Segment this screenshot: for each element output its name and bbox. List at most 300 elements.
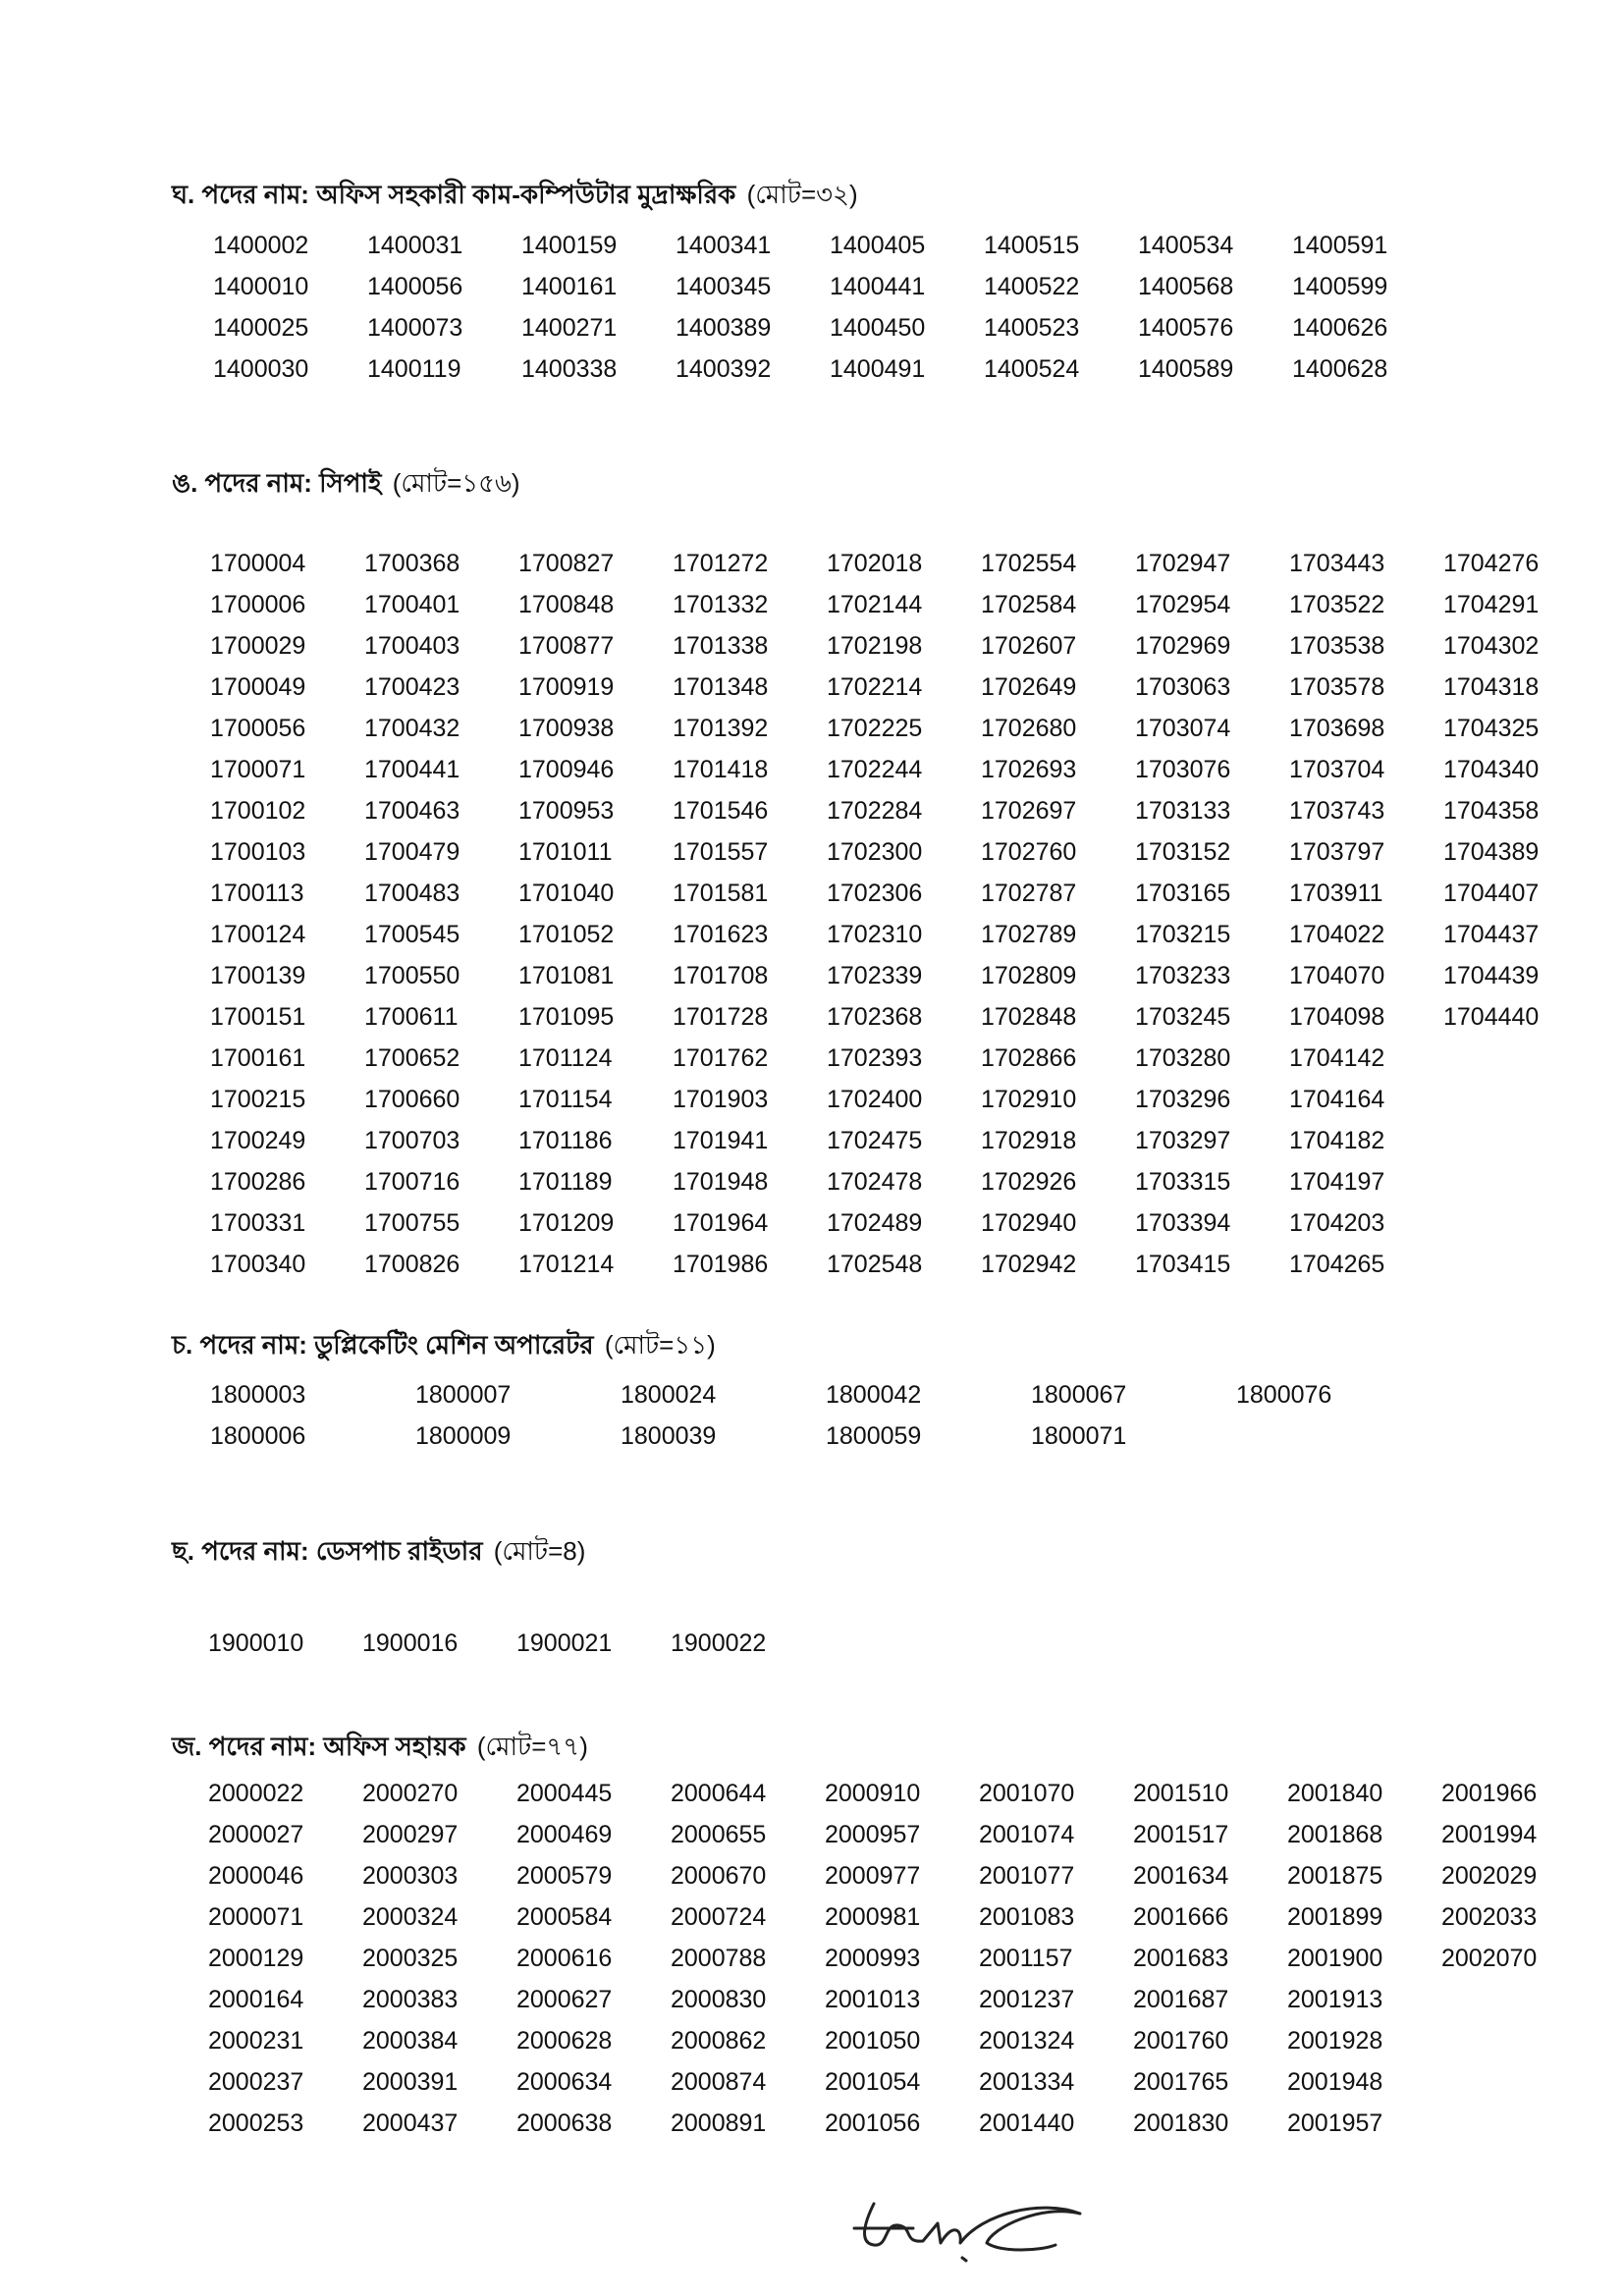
candidate-roll-number: 1702244 (827, 756, 923, 783)
section-heading-office-helper (172, 1730, 588, 1763)
candidate-roll-number: 2000022 (208, 1780, 304, 1807)
candidate-roll-number: 1702584 (981, 591, 1077, 618)
candidate-roll-number: 1703394 (1135, 1209, 1231, 1237)
candidate-roll-number: 1703215 (1135, 921, 1231, 948)
candidate-roll-number: 1400030 (213, 355, 309, 383)
candidate-roll-number: 1700215 (210, 1086, 306, 1113)
candidate-roll-number: 2001765 (1133, 2068, 1229, 2096)
candidate-roll-number: 2000437 (362, 2109, 459, 2137)
candidate-roll-number: 1703296 (1135, 1086, 1231, 1113)
candidate-roll-number: 2001666 (1133, 1903, 1229, 1931)
candidate-roll-number: 1701189 (518, 1168, 613, 1196)
candidate-roll-number: 1702809 (981, 962, 1077, 989)
candidate-roll-number: 1704265 (1289, 1251, 1385, 1278)
candidate-roll-number: 1704070 (1289, 962, 1385, 989)
candidate-roll-number: 1400392 (676, 355, 772, 383)
candidate-roll-number: 1800071 (1031, 1422, 1127, 1450)
candidate-roll-number: 2001440 (979, 2109, 1075, 2137)
candidate-roll-number: 1400599 (1292, 273, 1388, 300)
candidate-roll-number: 2000384 (362, 2027, 459, 2055)
candidate-roll-number: 1704318 (1443, 673, 1540, 701)
candidate-roll-number: 1800059 (826, 1422, 922, 1450)
candidate-roll-number: 1700049 (210, 673, 306, 701)
candidate-roll-number: 1701581 (673, 880, 769, 907)
candidate-roll-number: 1800067 (1031, 1381, 1127, 1409)
candidate-roll-number: 1702554 (981, 550, 1077, 577)
candidate-roll-number: 1400515 (984, 232, 1080, 259)
candidate-roll-number: 2000253 (208, 2109, 304, 2137)
section-heading-duplicating-machine-operator (172, 1328, 716, 1362)
candidate-roll-number: 2000655 (671, 1821, 767, 1848)
candidate-roll-number: 1400338 (521, 355, 618, 383)
id-grid-despatch-rider (208, 1623, 825, 1664)
candidate-roll-number: 2000129 (208, 1945, 304, 1972)
candidate-roll-number: 1701708 (673, 962, 769, 989)
candidate-roll-number: 2002033 (1441, 1903, 1538, 1931)
candidate-roll-number: 1400589 (1138, 355, 1234, 383)
candidate-roll-number: 1702789 (981, 921, 1077, 948)
id-grid-duplicating-machine-operator (210, 1374, 1441, 1457)
id-grid-sepoy (210, 543, 1597, 1285)
section-total: (মোট=১৫৬) (392, 468, 520, 498)
candidate-roll-number: 1702306 (827, 880, 923, 907)
candidate-roll-number: 1702697 (981, 797, 1077, 825)
candidate-roll-number: 1702848 (981, 1003, 1077, 1031)
candidate-roll-number: 1704340 (1443, 756, 1540, 783)
candidate-roll-number: 1400159 (521, 232, 618, 259)
candidate-roll-number: 1700331 (210, 1209, 306, 1237)
candidate-roll-number: 1800024 (621, 1381, 717, 1409)
candidate-roll-number: 2000071 (208, 1903, 304, 1931)
candidate-roll-number: 1702942 (981, 1251, 1077, 1278)
candidate-roll-number: 1702198 (827, 632, 923, 660)
candidate-roll-number: 2001077 (979, 1862, 1075, 1890)
candidate-roll-number: 1400626 (1292, 314, 1388, 342)
candidate-roll-number: 2001070 (979, 1780, 1075, 1807)
candidate-roll-number: 1702225 (827, 715, 923, 742)
candidate-roll-number: 1701964 (673, 1209, 769, 1237)
candidate-roll-number: 2001510 (1133, 1780, 1229, 1807)
candidate-roll-number: 1900016 (362, 1629, 459, 1657)
candidate-roll-number: 2001237 (979, 1986, 1075, 2013)
candidate-roll-number: 1400523 (984, 314, 1080, 342)
section-total: (মোট=8) (493, 1536, 586, 1566)
candidate-roll-number: 2001517 (1133, 1821, 1229, 1848)
candidate-roll-number: 1700716 (364, 1168, 460, 1196)
candidate-roll-number: 1702910 (981, 1086, 1077, 1113)
candidate-roll-number: 1700877 (518, 632, 615, 660)
candidate-roll-number: 1702969 (1135, 632, 1231, 660)
candidate-roll-number: 2000164 (208, 1986, 304, 2013)
candidate-roll-number: 1702607 (981, 632, 1077, 660)
candidate-roll-number: 1700652 (364, 1044, 460, 1072)
section-total: (মোট=৭৭) (476, 1732, 588, 1761)
candidate-roll-number: 2000628 (516, 2027, 613, 2055)
candidate-roll-number: 2000579 (516, 1862, 613, 1890)
candidate-roll-number: 1704439 (1443, 962, 1540, 989)
candidate-roll-number: 1701052 (518, 921, 615, 948)
candidate-roll-number: 1400271 (521, 314, 618, 342)
candidate-roll-number: 1701557 (673, 838, 769, 866)
candidate-roll-number: 1700006 (210, 591, 306, 618)
candidate-roll-number: 2000981 (825, 1903, 921, 1931)
candidate-roll-number: 2001054 (825, 2068, 921, 2096)
candidate-roll-number: 1702310 (827, 921, 923, 948)
candidate-roll-number: 2000324 (362, 1903, 459, 1931)
candidate-roll-number: 1700340 (210, 1251, 306, 1278)
candidate-roll-number: 1400161 (521, 273, 618, 300)
candidate-roll-number: 1400119 (367, 355, 461, 383)
candidate-roll-number: 1701124 (518, 1044, 613, 1072)
candidate-roll-number: 1702478 (827, 1168, 923, 1196)
candidate-roll-number: 2001900 (1287, 1945, 1383, 1972)
candidate-roll-number: 1702680 (981, 715, 1077, 742)
candidate-roll-number: 1704407 (1443, 880, 1540, 907)
candidate-roll-number: 2000724 (671, 1903, 767, 1931)
candidate-roll-number: 1703063 (1135, 673, 1231, 701)
candidate-roll-number: 1703315 (1135, 1168, 1231, 1196)
candidate-roll-number: 1703152 (1135, 838, 1231, 866)
candidate-roll-number: 2001868 (1287, 1821, 1383, 1848)
id-grid-office-helper (208, 1773, 1596, 2144)
candidate-roll-number: 1400576 (1138, 314, 1234, 342)
candidate-roll-number: 1700703 (364, 1127, 460, 1154)
candidate-roll-number: 1700102 (210, 797, 306, 825)
candidate-roll-number: 2001074 (979, 1821, 1075, 1848)
candidate-roll-number: 1701392 (673, 715, 769, 742)
candidate-roll-number: 1400491 (830, 355, 926, 383)
candidate-roll-number: 1703911 (1289, 880, 1383, 907)
candidate-roll-number: 1800007 (415, 1381, 512, 1409)
candidate-roll-number: 2000957 (825, 1821, 921, 1848)
candidate-roll-number: 1700826 (364, 1251, 460, 1278)
candidate-roll-number: 1703297 (1135, 1127, 1231, 1154)
candidate-roll-number: 1900010 (208, 1629, 304, 1657)
candidate-roll-number: 1701986 (673, 1251, 769, 1278)
candidate-roll-number: 2001913 (1287, 1986, 1383, 2013)
candidate-roll-number: 1701040 (518, 880, 615, 907)
candidate-roll-number: 2002029 (1441, 1862, 1538, 1890)
candidate-roll-number: 2001760 (1133, 2027, 1229, 2055)
candidate-roll-number: 2001056 (825, 2109, 921, 2137)
candidate-roll-number: 1700827 (518, 550, 615, 577)
candidate-roll-number: 2001683 (1133, 1945, 1229, 1972)
candidate-roll-number: 1701623 (673, 921, 769, 948)
candidate-roll-number: 1400450 (830, 314, 926, 342)
signature-image (844, 2184, 1100, 2263)
candidate-roll-number: 1400345 (676, 273, 772, 300)
candidate-roll-number: 1400389 (676, 314, 772, 342)
candidate-roll-number: 2000231 (208, 2027, 304, 2055)
candidate-roll-number: 2000993 (825, 1945, 921, 1972)
candidate-roll-number: 1700401 (364, 591, 460, 618)
candidate-roll-number: 1700113 (210, 880, 304, 907)
section-title: ঙ. পদের নাম: সিপাই (172, 468, 382, 498)
candidate-roll-number: 2001687 (1133, 1986, 1229, 2013)
candidate-roll-number: 1700161 (210, 1044, 306, 1072)
candidate-roll-number: 2000670 (671, 1862, 767, 1890)
section-title: ঘ. পদের নাম: অফিস সহকারী কাম-কম্পিউটার মুদ্রাক্ষরিক (172, 180, 736, 209)
candidate-roll-number: 1800003 (210, 1381, 306, 1409)
candidate-roll-number: 2000445 (516, 1780, 613, 1807)
candidate-roll-number: 2000383 (362, 1986, 459, 2013)
candidate-roll-number: 1701338 (673, 632, 769, 660)
candidate-roll-number: 1700938 (518, 715, 615, 742)
candidate-roll-number: 2000325 (362, 1945, 459, 1972)
candidate-roll-number: 2000874 (671, 2068, 767, 2096)
candidate-roll-number: 1704197 (1289, 1168, 1385, 1196)
candidate-roll-number: 1704098 (1289, 1003, 1385, 1031)
candidate-roll-number: 2000644 (671, 1780, 767, 1807)
candidate-roll-number: 1700056 (210, 715, 306, 742)
candidate-roll-number: 1700004 (210, 550, 306, 577)
candidate-roll-number: 1704182 (1289, 1127, 1385, 1154)
candidate-roll-number: 1702284 (827, 797, 923, 825)
candidate-roll-number: 2000584 (516, 1903, 613, 1931)
candidate-roll-number: 1800006 (210, 1422, 306, 1450)
candidate-roll-number: 1704276 (1443, 550, 1540, 577)
candidate-roll-number: 1702018 (827, 550, 923, 577)
candidate-roll-number: 1700463 (364, 797, 460, 825)
candidate-roll-number: 2001948 (1287, 2068, 1383, 2096)
candidate-roll-number: 1700545 (364, 921, 460, 948)
candidate-roll-number: 2000616 (516, 1945, 613, 1972)
candidate-roll-number: 1400010 (213, 273, 309, 300)
candidate-roll-number: 2001840 (1287, 1780, 1383, 1807)
candidate-roll-number: 1704203 (1289, 1209, 1385, 1237)
candidate-roll-number: 2001899 (1287, 1903, 1383, 1931)
candidate-roll-number: 1701095 (518, 1003, 615, 1031)
candidate-roll-number: 1700249 (210, 1127, 306, 1154)
candidate-roll-number: 1400522 (984, 273, 1080, 300)
candidate-roll-number: 2001634 (1133, 1862, 1229, 1890)
candidate-roll-number: 1702918 (981, 1127, 1077, 1154)
candidate-roll-number: 1400025 (213, 314, 309, 342)
candidate-roll-number: 1800042 (826, 1381, 922, 1409)
candidate-roll-number: 1701186 (518, 1127, 613, 1154)
candidate-roll-number: 1704164 (1289, 1086, 1385, 1113)
candidate-roll-number: 1700953 (518, 797, 615, 825)
candidate-roll-number: 1703698 (1289, 715, 1385, 742)
candidate-roll-number: 1703245 (1135, 1003, 1231, 1031)
candidate-roll-number: 2001875 (1287, 1862, 1383, 1890)
candidate-roll-number: 1701081 (518, 962, 615, 989)
candidate-roll-number: 1701762 (673, 1044, 769, 1072)
candidate-roll-number: 1701546 (673, 797, 769, 825)
candidate-roll-number: 1703233 (1135, 962, 1231, 989)
section-title: চ. পদের নাম: ডুপ্লিকেটিং মেশিন অপারেটর (172, 1330, 594, 1360)
candidate-roll-number: 1702368 (827, 1003, 923, 1031)
section-heading-despatch-rider (172, 1534, 585, 1568)
candidate-roll-number: 1700919 (518, 673, 615, 701)
candidate-roll-number: 2000303 (362, 1862, 459, 1890)
candidate-roll-number: 1701903 (673, 1086, 769, 1113)
candidate-roll-number: 1700432 (364, 715, 460, 742)
candidate-roll-number: 1703165 (1135, 880, 1231, 907)
candidate-roll-number: 1702693 (981, 756, 1077, 783)
candidate-roll-number: 1700550 (364, 962, 460, 989)
candidate-roll-number: 2001957 (1287, 2109, 1383, 2137)
candidate-roll-number: 1704142 (1289, 1044, 1385, 1072)
candidate-roll-number: 2000862 (671, 2027, 767, 2055)
candidate-roll-number: 1702214 (827, 673, 923, 701)
candidate-roll-number: 1702760 (981, 838, 1077, 866)
candidate-roll-number: 1702475 (827, 1127, 923, 1154)
candidate-roll-number: 1400628 (1292, 355, 1388, 383)
candidate-roll-number: 1400341 (676, 232, 772, 259)
candidate-roll-number: 1702300 (827, 838, 923, 866)
candidate-roll-number: 1700848 (518, 591, 615, 618)
candidate-roll-number: 1702548 (827, 1251, 923, 1278)
candidate-roll-number: 2000297 (362, 1821, 459, 1848)
candidate-roll-number: 1700423 (364, 673, 460, 701)
candidate-roll-number: 2002070 (1441, 1945, 1538, 1972)
candidate-roll-number: 1800076 (1236, 1381, 1332, 1409)
candidate-roll-number: 1704302 (1443, 632, 1540, 660)
candidate-roll-number: 1700151 (210, 1003, 306, 1031)
candidate-roll-number: 1400002 (213, 232, 309, 259)
candidate-roll-number: 1703538 (1289, 632, 1385, 660)
candidate-roll-number: 1700441 (364, 756, 460, 783)
candidate-roll-number: 1701728 (673, 1003, 769, 1031)
candidate-roll-number: 1704358 (1443, 797, 1540, 825)
candidate-roll-number: 1702393 (827, 1044, 923, 1072)
candidate-roll-number: 1400524 (984, 355, 1080, 383)
candidate-roll-number: 1702947 (1135, 550, 1231, 577)
candidate-roll-number: 1400405 (830, 232, 926, 259)
candidate-roll-number: 2001334 (979, 2068, 1075, 2096)
candidate-roll-number: 1701209 (518, 1209, 615, 1237)
candidate-roll-number: 1900021 (516, 1629, 613, 1657)
candidate-roll-number: 1400441 (830, 273, 926, 300)
candidate-roll-number: 2001083 (979, 1903, 1075, 1931)
section-title: জ. পদের নাম: অফিস সহায়ক (172, 1732, 466, 1761)
candidate-roll-number: 1704325 (1443, 715, 1540, 742)
candidate-roll-number: 1704440 (1443, 1003, 1540, 1031)
id-grid-office-assistant-typist (213, 225, 1446, 390)
candidate-roll-number: 1703743 (1289, 797, 1385, 825)
section-total: (মোট=৩২) (746, 180, 858, 209)
candidate-roll-number: 2000046 (208, 1862, 304, 1890)
candidate-roll-number: 2000788 (671, 1945, 767, 1972)
candidate-roll-number: 1702339 (827, 962, 923, 989)
candidate-roll-number: 2001830 (1133, 2109, 1229, 2137)
candidate-roll-number: 2001157 (979, 1945, 1073, 1972)
candidate-roll-number: 1702787 (981, 880, 1077, 907)
candidate-roll-number: 1701011 (518, 838, 613, 866)
candidate-roll-number: 1700286 (210, 1168, 306, 1196)
candidate-roll-number: 2001928 (1287, 2027, 1383, 2055)
candidate-roll-number: 2000627 (516, 1986, 613, 2013)
candidate-roll-number: 1701418 (673, 756, 769, 783)
section-title: ছ. পদের নাম: ডেসপাচ রাইডার (172, 1536, 483, 1566)
candidate-roll-number: 1702489 (827, 1209, 923, 1237)
candidate-roll-number: 1400534 (1138, 232, 1234, 259)
candidate-roll-number: 1702400 (827, 1086, 923, 1113)
candidate-roll-number: 1900022 (671, 1629, 767, 1657)
candidate-roll-number: 1701948 (673, 1168, 769, 1196)
candidate-roll-number: 1700755 (364, 1209, 460, 1237)
candidate-roll-number: 1703133 (1135, 797, 1231, 825)
candidate-roll-number: 1800009 (415, 1422, 512, 1450)
candidate-roll-number: 1700611 (364, 1003, 459, 1031)
candidate-roll-number: 2000237 (208, 2068, 304, 2096)
candidate-roll-number: 1702954 (1135, 591, 1231, 618)
candidate-roll-number: 1702649 (981, 673, 1077, 701)
candidate-roll-number: 1703074 (1135, 715, 1231, 742)
candidate-roll-number: 1703280 (1135, 1044, 1231, 1072)
candidate-roll-number: 1700483 (364, 880, 460, 907)
candidate-roll-number: 1703076 (1135, 756, 1231, 783)
candidate-roll-number: 1704291 (1443, 591, 1540, 618)
candidate-roll-number: 2000910 (825, 1780, 921, 1807)
candidate-roll-number: 1703578 (1289, 673, 1385, 701)
candidate-roll-number: 1701332 (673, 591, 769, 618)
candidate-roll-number: 1400568 (1138, 273, 1234, 300)
candidate-roll-number: 1400056 (367, 273, 463, 300)
candidate-roll-number: 2001966 (1441, 1780, 1538, 1807)
candidate-roll-number: 1400073 (367, 314, 463, 342)
candidate-roll-number: 1701941 (673, 1127, 769, 1154)
candidate-roll-number: 2000891 (671, 2109, 767, 2137)
candidate-roll-number: 1703704 (1289, 756, 1385, 783)
candidate-roll-number: 2000469 (516, 1821, 613, 1848)
candidate-roll-number: 1702144 (827, 591, 923, 618)
candidate-roll-number: 1700139 (210, 962, 306, 989)
candidate-roll-number: 1702940 (981, 1209, 1077, 1237)
candidate-roll-number: 1700103 (210, 838, 306, 866)
candidate-roll-number: 1703443 (1289, 550, 1385, 577)
candidate-roll-number: 1700660 (364, 1086, 460, 1113)
candidate-roll-number: 2000830 (671, 1986, 767, 2013)
candidate-roll-number: 1704022 (1289, 921, 1385, 948)
section-heading-office-assistant-typist (172, 178, 858, 211)
candidate-roll-number: 1701154 (518, 1086, 613, 1113)
candidate-roll-number: 1701348 (673, 673, 769, 701)
candidate-roll-number: 1703797 (1289, 838, 1385, 866)
candidate-roll-number: 2000634 (516, 2068, 613, 2096)
candidate-roll-number: 1700479 (364, 838, 460, 866)
candidate-roll-number: 1701272 (673, 550, 769, 577)
candidate-roll-number: 2000977 (825, 1862, 921, 1890)
candidate-roll-number: 1702926 (981, 1168, 1077, 1196)
candidate-roll-number: 2000027 (208, 1821, 304, 1848)
candidate-roll-number: 1700946 (518, 756, 615, 783)
candidate-roll-number: 2000638 (516, 2109, 613, 2137)
section-total: (মোট=১১) (604, 1330, 716, 1360)
candidate-roll-number: 1704437 (1443, 921, 1540, 948)
candidate-roll-number: 2001994 (1441, 1821, 1538, 1848)
candidate-roll-number: 2001013 (825, 1986, 921, 2013)
candidate-roll-number: 1700029 (210, 632, 306, 660)
candidate-roll-number: 1700071 (210, 756, 306, 783)
candidate-roll-number: 2001050 (825, 2027, 921, 2055)
candidate-roll-number: 1701214 (518, 1251, 615, 1278)
candidate-roll-number: 1800039 (621, 1422, 717, 1450)
candidate-roll-number: 1703415 (1135, 1251, 1231, 1278)
section-heading-sepoy (172, 466, 520, 500)
candidate-roll-number: 2000391 (362, 2068, 459, 2096)
candidate-roll-number: 2001324 (979, 2027, 1075, 2055)
candidate-roll-number: 1702866 (981, 1044, 1077, 1072)
candidate-roll-number: 1700403 (364, 632, 460, 660)
candidate-roll-number: 1700124 (210, 921, 306, 948)
candidate-roll-number: 1400031 (367, 232, 463, 259)
candidate-roll-number: 2000270 (362, 1780, 459, 1807)
candidate-roll-number: 1700368 (364, 550, 460, 577)
candidate-roll-number: 1704389 (1443, 838, 1540, 866)
candidate-roll-number: 1400591 (1292, 232, 1388, 259)
